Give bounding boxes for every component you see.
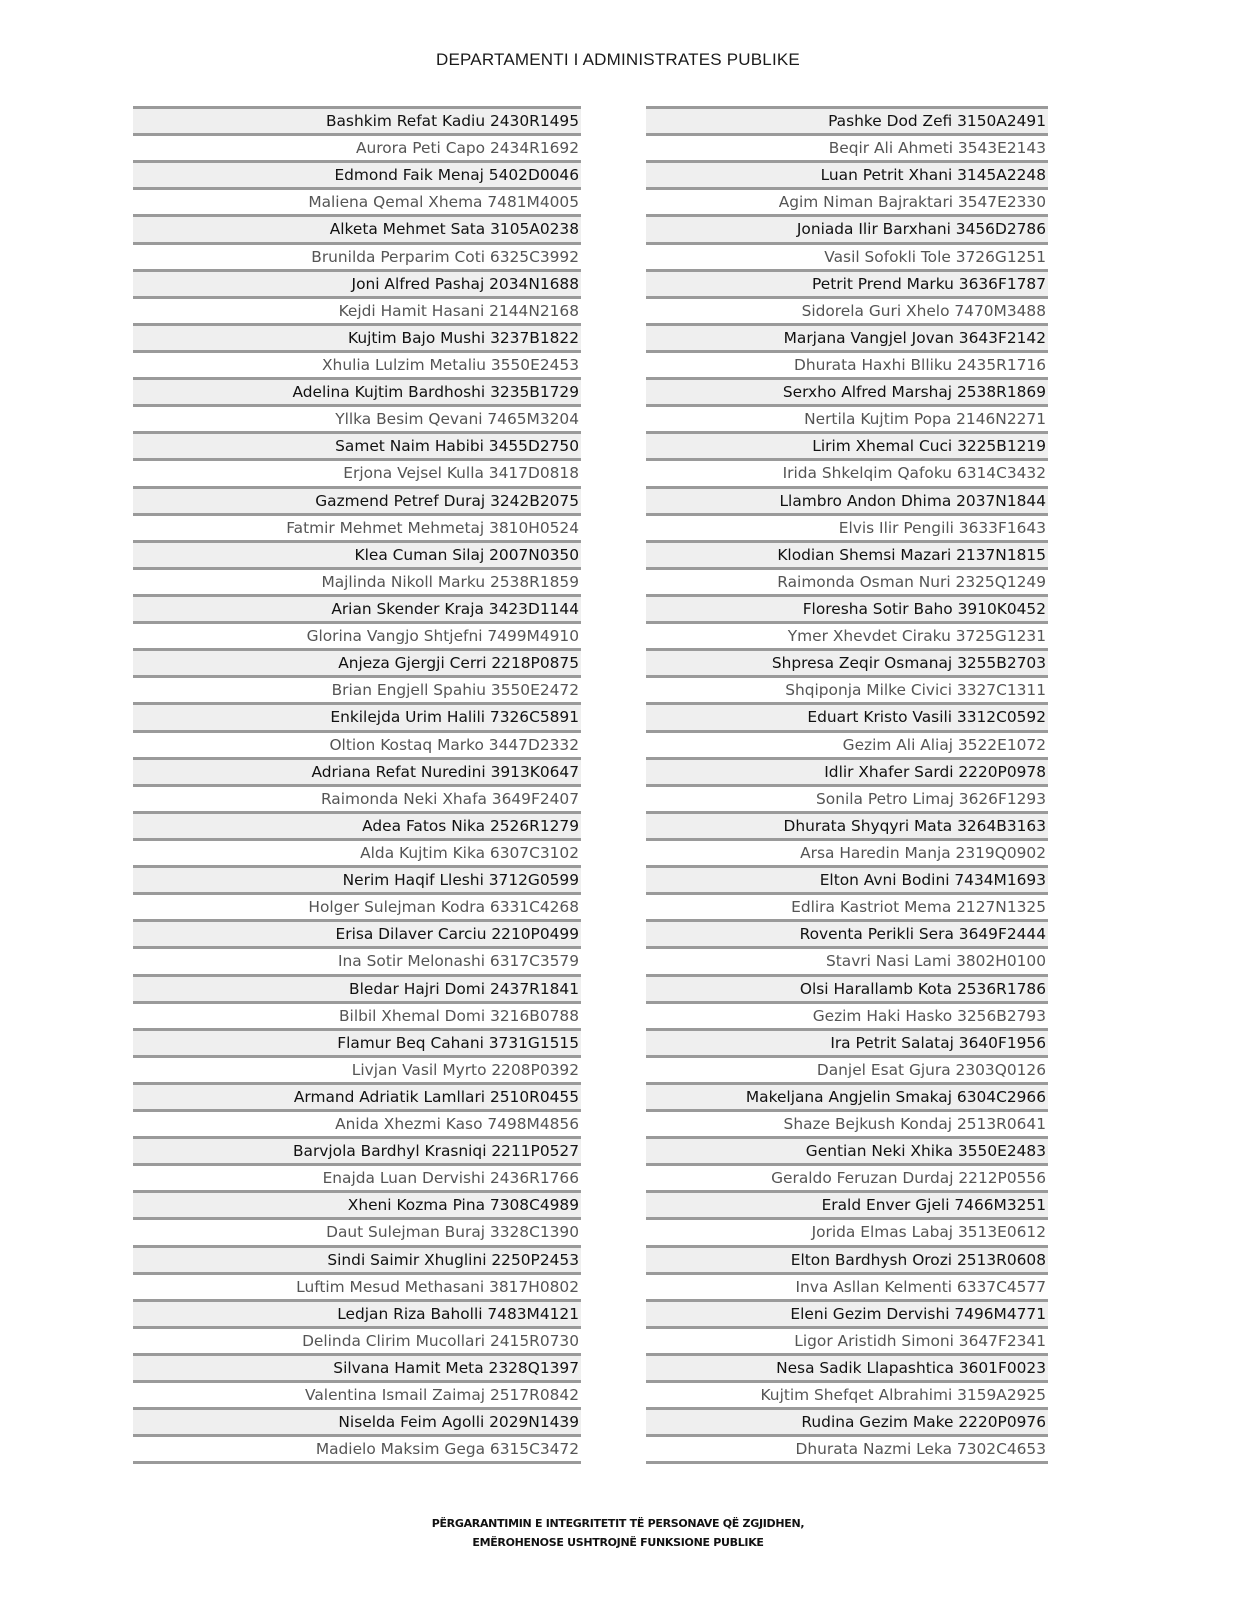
person-entry: Raimonda Osman Nuri 2325Q1249	[777, 572, 1046, 591]
person-entry: Floresha Sotir Baho 3910K0452	[802, 599, 1046, 618]
person-entry: Joni Alfred Pashaj 2034N1688	[351, 274, 579, 293]
list-item	[646, 675, 1048, 702]
person-entry: Gezim Ali Aliaj 3522E1072	[842, 735, 1046, 754]
list-item	[646, 811, 1048, 838]
person-entry: Enajda Luan Dervishi 2436R1766	[322, 1169, 579, 1188]
list-item	[133, 1190, 581, 1217]
person-entry: Anjeza Gjergji Cerri 2218P0875	[338, 654, 579, 673]
list-item	[133, 160, 581, 187]
list-item	[133, 1136, 581, 1163]
person-entry: Irida Shkelqim Qafoku 6314C3432	[782, 464, 1046, 483]
document-title: DEPARTAMENTI I ADMINISTRATES PUBLIKE	[436, 50, 800, 69]
list-item	[646, 106, 1048, 133]
list-item	[133, 621, 581, 648]
list-item	[646, 1082, 1048, 1109]
list-item	[133, 1163, 581, 1190]
list-item	[646, 1055, 1048, 1082]
person-entry: Niselda Feim Agolli 2029N1439	[338, 1413, 579, 1432]
list-bottom-divider	[133, 1461, 581, 1464]
person-entry: Daut Sulejman Buraj 3328C1390	[326, 1223, 579, 1242]
person-entry: Nesa Sadik Llapashtica 3601F0023	[776, 1359, 1046, 1378]
person-entry: Arsa Haredin Manja 2319Q0902	[800, 843, 1046, 862]
list-item	[646, 892, 1048, 919]
list-item	[133, 1001, 581, 1028]
person-entry: Lirim Xhemal Cuci 3225B1219	[812, 437, 1046, 456]
list-item	[646, 133, 1048, 160]
list-item	[646, 1217, 1048, 1244]
person-entry: Kujtim Shefqet Albrahimi 3159A2925	[760, 1386, 1046, 1405]
person-entry: Anida Xhezmi Kaso 7498M4856	[335, 1115, 579, 1134]
footer-line-2: EMËROHENOSE USHTROJNË FUNKSIONE PUBLIKE	[472, 1536, 764, 1549]
person-entry: Luan Petrit Xhani 3145A2248	[820, 166, 1046, 185]
list-item	[133, 187, 581, 214]
list-item	[646, 865, 1048, 892]
person-entry: Eduart Kristo Vasili 3312C0592	[807, 708, 1046, 727]
person-entry: Brunilda Perparim Coti 6325C3992	[311, 247, 579, 266]
list-item	[133, 1217, 581, 1244]
list-item	[133, 594, 581, 621]
list-item	[646, 242, 1048, 269]
person-entry: Erisa Dilaver Carciu 2210P0499	[335, 925, 579, 944]
list-item	[133, 458, 581, 485]
person-entry: Aurora Peti Capo 2434R1692	[355, 139, 579, 158]
list-item	[133, 1082, 581, 1109]
person-entry: Livjan Vasil Myrto 2208P0392	[351, 1060, 579, 1079]
person-entry: Luftim Mesud Methasani 3817H0802	[296, 1277, 579, 1296]
list-item	[133, 1380, 581, 1407]
list-item	[646, 1353, 1048, 1380]
list-item	[646, 784, 1048, 811]
person-entry: Enkilejda Urim Halili 7326C5891	[330, 708, 579, 727]
list-item	[646, 269, 1048, 296]
list-item	[646, 458, 1048, 485]
list-item	[646, 946, 1048, 973]
person-entry: Klodian Shemsi Mazari 2137N1815	[777, 545, 1046, 564]
list-item	[646, 1272, 1048, 1299]
list-item	[133, 106, 581, 133]
list-item	[133, 1434, 581, 1461]
person-entry: Raimonda Neki Xhafa 3649F2407	[320, 789, 579, 808]
person-entry: Jorida Elmas Labaj 3513E0612	[811, 1223, 1046, 1242]
person-entry: Edmond Faik Menaj 5402D0046	[334, 166, 579, 185]
person-entry: Pashke Dod Zefi 3150A2491	[828, 112, 1046, 130]
person-entry: Roventa Perikli Sera 3649F2444	[799, 925, 1046, 944]
person-entry: Xheni Kozma Pina 7308C4989	[347, 1196, 579, 1215]
list-item	[133, 1109, 581, 1136]
right-name-list	[646, 106, 1048, 1464]
list-item	[133, 811, 581, 838]
list-item	[646, 486, 1048, 513]
list-bottom-divider	[646, 1461, 1048, 1464]
list-item	[646, 1407, 1048, 1434]
person-entry: Petrit Prend Marku 3636F1787	[812, 274, 1046, 293]
person-entry: Joniada Ilir Barxhani 3456D2786	[796, 220, 1046, 239]
person-entry: Armand Adriatik Lamllari 2510R0455	[293, 1087, 579, 1106]
person-entry: Elton Bardhysh Orozi 2513R0608	[790, 1250, 1046, 1269]
person-entry: Sonila Petro Limaj 3626F1293	[816, 789, 1046, 808]
person-entry: Maliena Qemal Xhema 7481M4005	[308, 193, 579, 212]
list-item	[133, 431, 581, 458]
list-item	[133, 1407, 581, 1434]
person-entry: Dhurata Haxhi Blliku 2435R1716	[793, 355, 1046, 374]
list-item	[133, 133, 581, 160]
person-entry: Klea Cuman Silaj 2007N0350	[354, 545, 579, 564]
list-item	[646, 1380, 1048, 1407]
person-entry: Nerim Haqif Lleshi 3712G0599	[342, 871, 579, 890]
list-item	[646, 160, 1048, 187]
list-item	[646, 513, 1048, 540]
list-item	[646, 1028, 1048, 1055]
list-item	[133, 838, 581, 865]
list-item	[646, 594, 1048, 621]
person-entry: Adriana Refat Nuredini 3913K0647	[311, 762, 579, 781]
person-entry: Yllka Besim Qevani 7465M3204	[335, 410, 579, 429]
person-entry: Fatmir Mehmet Mehmetaj 3810H0524	[286, 518, 579, 537]
list-item	[133, 242, 581, 269]
person-entry: Kejdi Hamit Hasani 2144N2168	[338, 301, 579, 320]
person-entry: Elvis Ilir Pengili 3633F1643	[838, 518, 1046, 537]
list-item	[133, 377, 581, 404]
list-item	[133, 269, 581, 296]
left-name-list	[133, 106, 581, 1464]
list-item	[133, 892, 581, 919]
person-entry: Shaze Bejkush Kondaj 2513R0641	[783, 1115, 1046, 1134]
person-entry: Arian Skender Kraja 3423D1144	[331, 599, 579, 618]
person-entry: Alda Kujtim Kika 6307C3102	[360, 843, 579, 862]
person-entry: Gazmend Petref Duraj 3242B2075	[315, 491, 579, 510]
list-item	[646, 1434, 1048, 1461]
person-entry: Ledjan Riza Baholli 7483M4121	[337, 1304, 579, 1323]
person-entry: Samet Naim Habibi 3455D2750	[335, 437, 579, 456]
person-entry: Madielo Maksim Gega 6315C3472	[315, 1440, 579, 1459]
list-item	[133, 702, 581, 729]
person-entry: Brian Engjell Spahiu 3550E2472	[331, 681, 579, 700]
list-item	[646, 1299, 1048, 1326]
person-entry: Ira Petrit Salataj 3640F1956	[830, 1033, 1046, 1052]
list-item	[133, 865, 581, 892]
person-entry: Barvjola Bardhyl Krasniqi 2211P0527	[292, 1142, 579, 1161]
list-item	[646, 1326, 1048, 1353]
person-entry: Beqir Ali Ahmeti 3543E2143	[828, 139, 1046, 158]
person-entry: Inva Asllan Kelmenti 6337C4577	[795, 1277, 1046, 1296]
person-entry: Olsi Harallamb Kota 2536R1786	[799, 979, 1046, 998]
person-entry: Ligor Aristidh Simoni 3647F2341	[794, 1331, 1046, 1350]
list-item	[646, 621, 1048, 648]
list-item	[133, 1055, 581, 1082]
list-item	[133, 540, 581, 567]
list-item	[133, 730, 581, 757]
person-entry: Xhulia Lulzim Metaliu 3550E2453	[322, 355, 579, 374]
person-entry: Sindi Saimir Xhuglini 2250P2453	[327, 1250, 579, 1269]
list-item	[646, 757, 1048, 784]
person-entry: Kujtim Bajo Mushi 3237B1822	[348, 328, 579, 347]
list-item	[646, 567, 1048, 594]
person-entry: Erjona Vejsel Kulla 3417D0818	[343, 464, 579, 483]
list-item	[646, 1190, 1048, 1217]
list-item	[133, 1326, 581, 1353]
list-item	[646, 377, 1048, 404]
person-entry: Agim Niman Bajraktari 3547E2330	[778, 193, 1046, 212]
person-entry: Dhurata Nazmi Leka 7302C4653	[795, 1440, 1046, 1459]
person-entry: Holger Sulejman Kodra 6331C4268	[308, 898, 579, 917]
list-item	[646, 431, 1048, 458]
list-item	[133, 513, 581, 540]
person-entry: Idlir Xhafer Sardi 2220P0978	[824, 762, 1046, 781]
person-entry: Nertila Kujtim Popa 2146N2271	[804, 410, 1046, 429]
person-entry: Geraldo Feruzan Durdaj 2212P0556	[771, 1169, 1046, 1188]
list-item	[133, 1272, 581, 1299]
person-entry: Valentina Ismail Zaimaj 2517R0842	[305, 1386, 579, 1405]
list-item	[133, 1353, 581, 1380]
person-entry: Danjel Esat Gjura 2303Q0126	[816, 1060, 1046, 1079]
person-entry: Llambro Andon Dhima 2037N1844	[779, 491, 1046, 510]
person-entry: Serxho Alfred Marshaj 2538R1869	[782, 383, 1046, 402]
person-entry: Eleni Gezim Dervishi 7496M4771	[790, 1304, 1046, 1323]
list-item	[646, 1163, 1048, 1190]
list-item	[646, 323, 1048, 350]
person-entry: Gezim Haki Hasko 3256B2793	[812, 1006, 1046, 1025]
list-item	[646, 919, 1048, 946]
person-entry: Rudina Gezim Make 2220P0976	[801, 1413, 1046, 1432]
person-entry: Ina Sotir Melonashi 6317C3579	[338, 952, 579, 971]
person-entry: Edlira Kastriot Mema 2127N1325	[791, 898, 1046, 917]
person-entry: Delinda Clirim Mucollari 2415R0730	[302, 1331, 579, 1350]
person-entry: Bilbil Xhemal Domi 3216B0788	[338, 1006, 579, 1025]
list-item	[133, 1245, 581, 1272]
person-entry: Adea Fatos Nika 2526R1279	[362, 816, 579, 835]
list-item	[133, 648, 581, 675]
list-item	[133, 675, 581, 702]
person-entry: Silvana Hamit Meta 2328Q1397	[333, 1359, 579, 1378]
person-entry: Makeljana Angjelin Smakaj 6304C2966	[745, 1087, 1046, 1106]
list-item	[646, 1001, 1048, 1028]
person-entry: Bashkim Refat Kadiu 2430R1495	[325, 112, 579, 130]
person-entry: Glorina Vangjo Shtjefni 7499M4910	[306, 627, 579, 646]
list-item	[646, 974, 1048, 1001]
footer-line-1: PËRGARANTIMIN E INTEGRITETIT TË PERSONAVE QË ZGJIDHEN,	[431, 1517, 805, 1530]
person-entry: Oltion Kostaq Marko 3447D2332	[329, 735, 579, 754]
list-item	[646, 1245, 1048, 1272]
person-entry: Erald Enver Gjeli 7466M3251	[821, 1196, 1046, 1215]
list-item	[133, 757, 581, 784]
list-item	[133, 486, 581, 513]
person-entry: Majlinda Nikoll Marku 2538R1859	[321, 572, 579, 591]
list-item	[133, 974, 581, 1001]
list-item	[133, 350, 581, 377]
list-item	[646, 350, 1048, 377]
list-item	[646, 540, 1048, 567]
list-item	[133, 404, 581, 431]
list-item	[133, 1299, 581, 1326]
list-item	[646, 838, 1048, 865]
person-entry: Sidorela Guri Xhelo 7470M3488	[801, 301, 1046, 320]
list-item	[133, 784, 581, 811]
list-item	[133, 1028, 581, 1055]
person-entry: Flamur Beq Cahani 3731G1515	[337, 1033, 579, 1052]
list-item	[133, 946, 581, 973]
person-entry: Adelina Kujtim Bardhoshi 3235B1729	[292, 383, 579, 402]
list-item	[646, 730, 1048, 757]
list-item	[646, 187, 1048, 214]
person-entry: Ymer Xhevdet Ciraku 3725G1231	[787, 627, 1046, 646]
list-item	[133, 214, 581, 241]
list-item	[646, 404, 1048, 431]
list-item	[646, 648, 1048, 675]
person-entry: Alketa Mehmet Sata 3105A0238	[329, 220, 579, 239]
list-item	[133, 919, 581, 946]
list-item	[646, 296, 1048, 323]
person-entry: Stavri Nasi Lami 3802H0100	[825, 952, 1046, 971]
list-item	[646, 1109, 1048, 1136]
list-item	[646, 214, 1048, 241]
person-entry: Bledar Hajri Domi 2437R1841	[349, 979, 579, 998]
document-footer	[0, 1514, 1236, 1552]
person-entry: Gentian Neki Xhika 3550E2483	[805, 1142, 1046, 1161]
person-entry: Shpresa Zeqir Osmanaj 3255B2703	[771, 654, 1046, 673]
person-entry: Shqiponja Milke Civici 3327C1311	[785, 681, 1046, 700]
list-item	[133, 323, 581, 350]
list-item	[133, 296, 581, 323]
list-item	[133, 567, 581, 594]
list-item	[646, 1136, 1048, 1163]
person-entry: Marjana Vangjel Jovan 3643F2142	[783, 328, 1046, 347]
person-entry: Dhurata Shyqyri Mata 3264B3163	[783, 816, 1046, 835]
list-item	[646, 702, 1048, 729]
person-entry: Elton Avni Bodini 7434M1693	[819, 871, 1046, 890]
person-entry: Vasil Sofokli Tole 3726G1251	[824, 247, 1046, 266]
